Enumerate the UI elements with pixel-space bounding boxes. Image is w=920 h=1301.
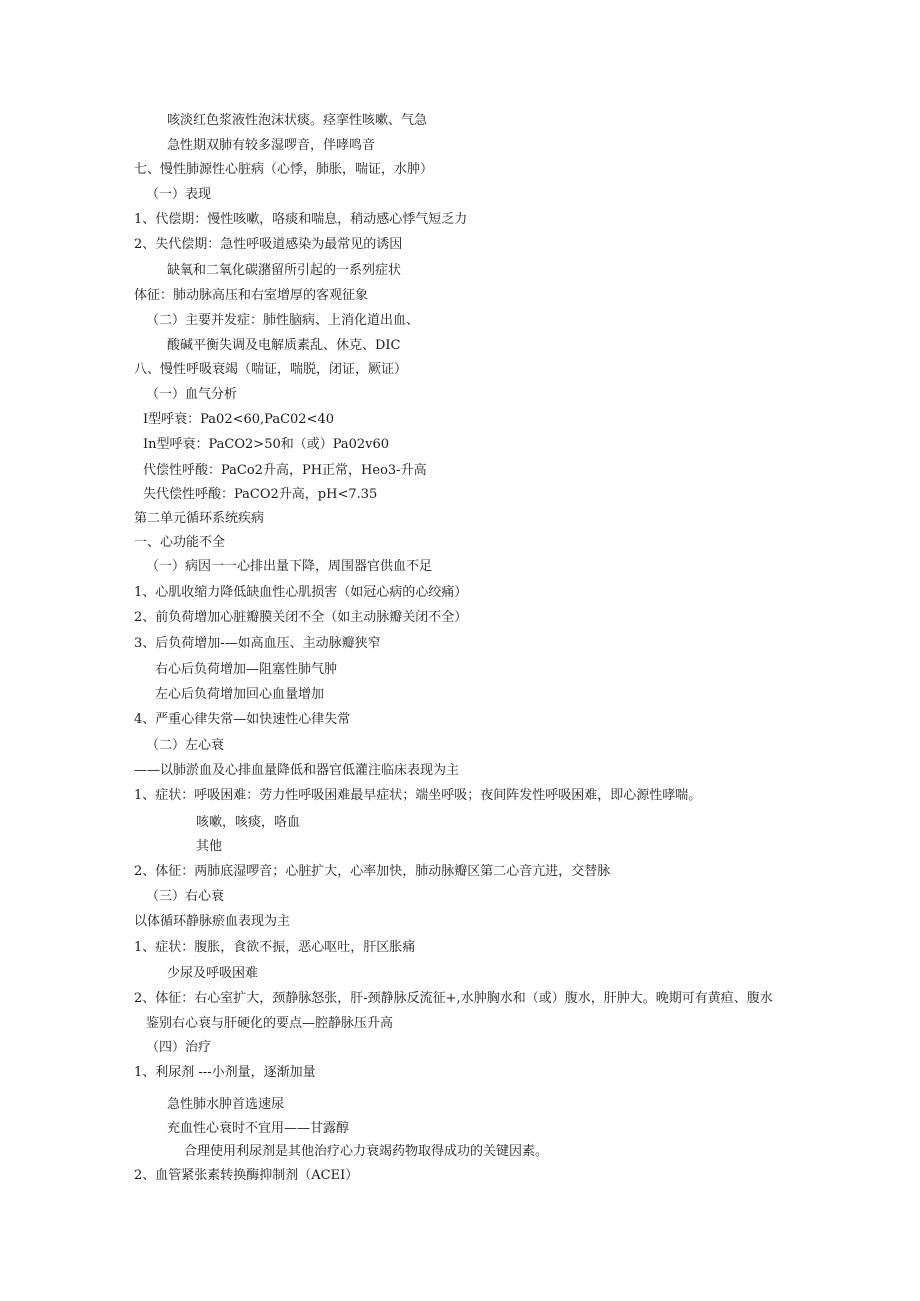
text-line: 少尿及呼吸困难 <box>167 966 259 981</box>
text-line: 右心后负荷增加—阻塞性肺气肿 <box>155 662 338 677</box>
text-line: 酸碱平衡失调及电解质素乱、休克、DIC <box>167 338 401 353</box>
text-line: 以体循环静脉瘀血表现为主 <box>134 914 291 929</box>
text-line: 合理使用利尿剂是其他治疗心力衰竭药物取得成功的关键因素。 <box>184 1144 549 1159</box>
subsection-heading: （二）左心衰 <box>146 738 225 753</box>
subsection-heading: （四）治疗 <box>146 1040 212 1055</box>
text-line: 2、体征：右心室扩大，颈静脉怒张，肝-颈静脉反流征+,水肿胸水和（或）腹水，肝肿大。晚期可有黄疸、腹水 <box>134 991 773 1006</box>
subsection-heading: （一）血气分析 <box>146 387 238 402</box>
text-line: 急性期双肺有较多湿啰音，伴哮鸣音 <box>167 138 376 153</box>
text-line: 1、利尿剂 ---小剂量，逐渐加量 <box>134 1065 316 1080</box>
text-line: 体征：肺动脉高压和右室增厚的客观征象 <box>134 288 369 303</box>
section-heading: 七、慢性肺源性心脏病（心悸，肺胀，喘证，水肿） <box>134 162 434 177</box>
text-line: 1、症状：腹胀，食欲不振，恶心呕吐，肝区胀痛 <box>134 940 416 955</box>
text-line: 充血性心衰时不宜用——甘露醇 <box>167 1121 350 1136</box>
subsection-heading: （二）主要并发症：肺性脑病、上消化道出血、 <box>146 313 420 328</box>
text-line: 2、体征：两肺底湿啰音；心脏扩大，心率加快，肺动脉瓣区第二心音亢进，交替脉 <box>134 864 611 879</box>
text-line: 2、血管紧张素转换酶抑制剂（ACEI） <box>134 1168 359 1183</box>
text-line: I型呼衰：Pa02<60,PaC02<40 <box>143 412 334 427</box>
text-line: 代偿性呼酸：PaCo2升高，PH正常，Heo3-升高 <box>143 463 427 478</box>
section-heading: 一、心功能不全 <box>134 535 226 550</box>
text-line: In型呼衰：PaCO2>50和（或）Pa02v60 <box>143 437 390 452</box>
text-line: 失代偿性呼酸：PaCO2升高，pH<7.35 <box>143 487 378 502</box>
section-heading: 八、慢性呼吸衰竭（喘证，喘脱，闭证，厥证） <box>134 362 408 377</box>
unit-heading: 第二单元循环系统疾病 <box>134 511 265 526</box>
text-line: 左心后负荷增加回心血量增加 <box>155 687 325 702</box>
subsection-heading: （一）表现 <box>146 187 212 202</box>
text-line: 2、前负荷增加心脏瓣膜关闭不全（如主动脉瓣关闭不全） <box>134 610 468 625</box>
subsection-heading: （三）右心衰 <box>146 889 225 904</box>
text-line: 缺氧和二氧化碳潴留所引起的一系列症状 <box>167 263 402 278</box>
text-line: ——以肺淤血及心排血量降低和器官低灌注临床表现为主 <box>134 763 460 778</box>
text-line: 其他 <box>196 839 223 854</box>
text-line: 4、严重心律失常—如快速性心律失常 <box>134 712 351 727</box>
text-line: 1、心肌收缩力降低缺血性心肌损害（如冠心病的心绞痛） <box>134 585 468 600</box>
text-line: 3、后负荷增加-—如高血压、主动脉瓣狭窄 <box>134 636 381 651</box>
text-line: 1、症状：呼吸困难：劳力性呼吸困难最早症状；端坐呼吸；夜间阵发性呼吸困难，即心源性哮喘。 <box>134 788 702 803</box>
text-line: 2、失代偿期：急性呼吸道感染为最常见的诱因 <box>134 237 403 252</box>
text-line: 急性肺水肿首选速尿 <box>167 1097 285 1112</box>
text-line: 1、代偿期：慢性咳嗽，咯痰和喘息，稍动感心悸气短乏力 <box>134 212 468 227</box>
text-line: 咳嗽，咳痰，咯血 <box>196 815 301 830</box>
text-line: 咳淡红色浆液性泡沫状痰。痉挛性咳嗽、气急 <box>167 113 428 128</box>
text-line: 鉴别右心衰与肝硬化的要点—腔静脉压升高 <box>146 1016 394 1031</box>
subsection-heading: （一）病因一一心排出量下降，周围器官供血不足 <box>146 559 433 574</box>
